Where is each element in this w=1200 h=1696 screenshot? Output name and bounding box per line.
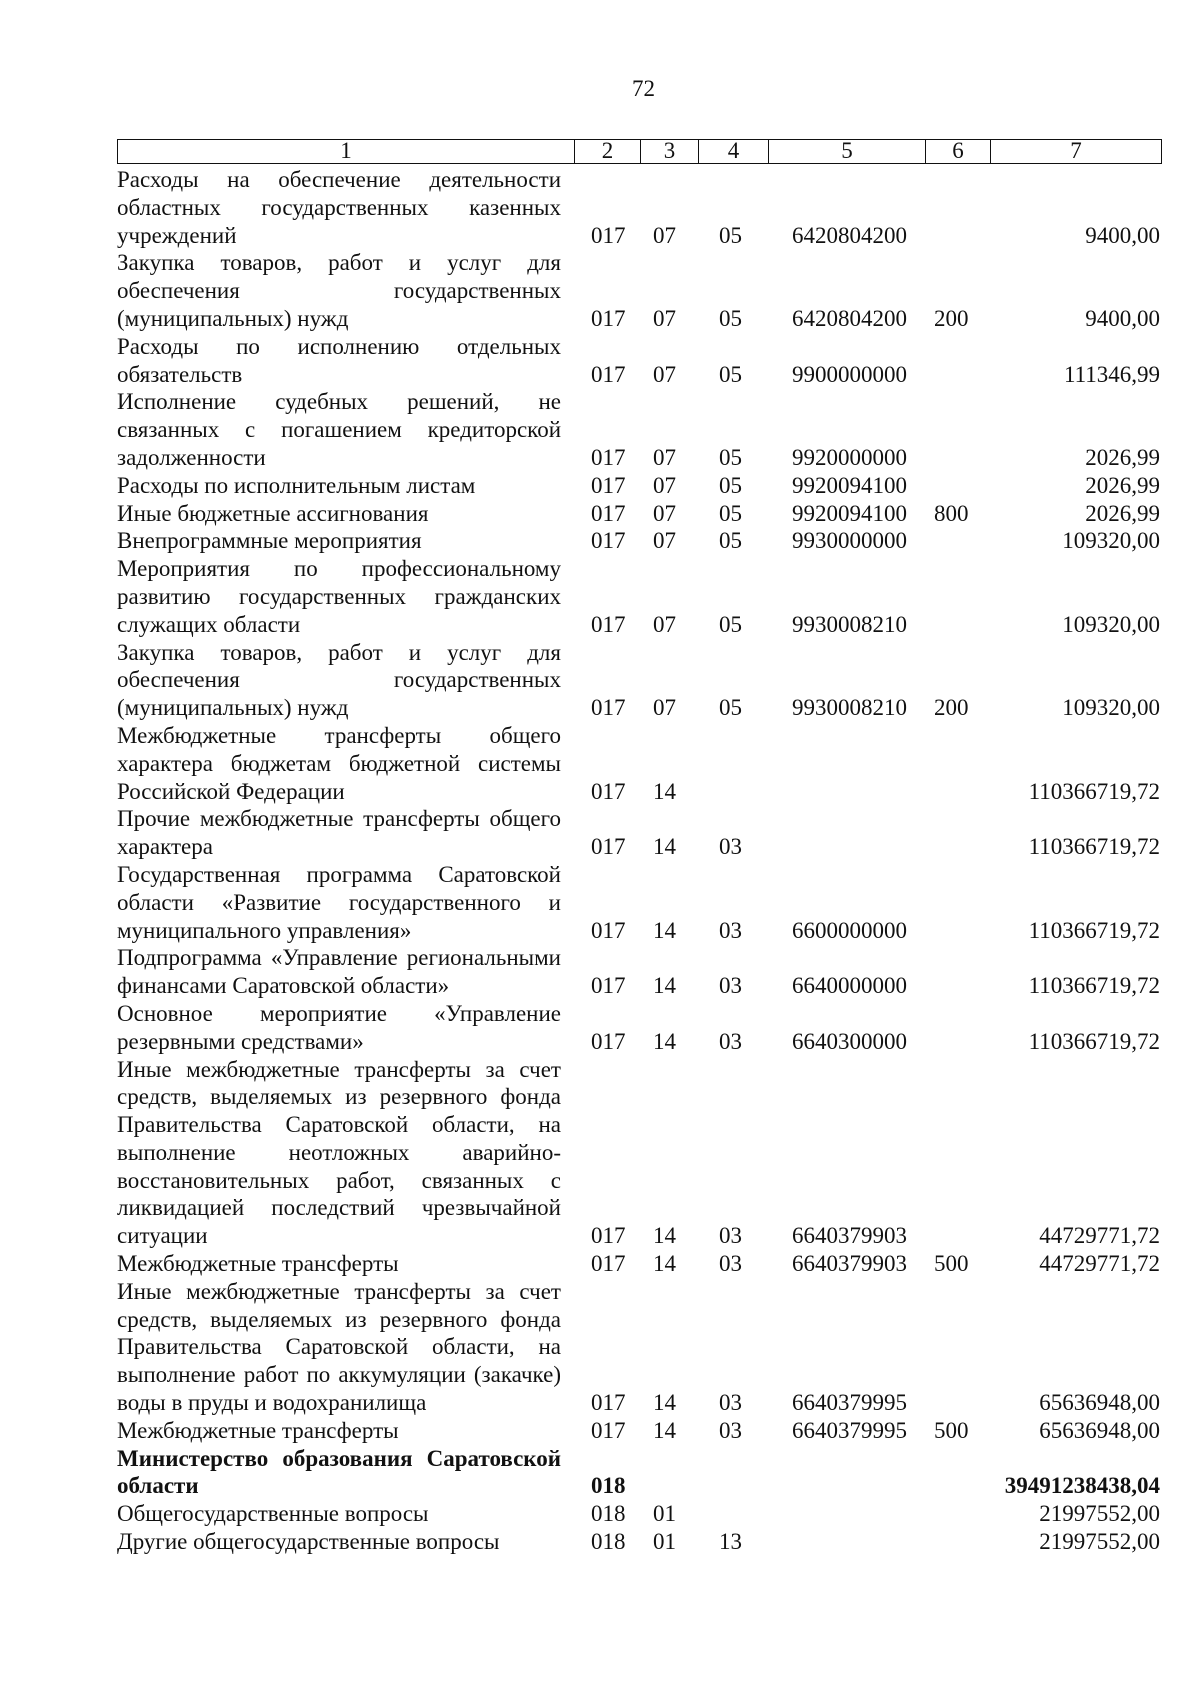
- col-2: 017: [591, 528, 626, 554]
- col-2: 017: [591, 361, 626, 387]
- col-7: 109320,00: [1062, 611, 1160, 637]
- col-5: 9900000000: [792, 361, 907, 387]
- table-row: [117, 472, 1160, 500]
- col-4: 03: [719, 917, 742, 943]
- col-7: 9400,00: [1085, 222, 1160, 248]
- row-name: Другие общегосударственные вопросы: [117, 1529, 500, 1555]
- col-4: 05: [719, 305, 742, 331]
- col-4: 05: [719, 472, 742, 498]
- col-7: 21997552,00: [1039, 1501, 1160, 1527]
- col-5: 6640300000: [792, 1028, 907, 1054]
- row-name: Основное мероприятие «Управление резервными средствами»: [117, 1000, 561, 1054]
- header-col-2: 2: [574, 140, 640, 163]
- row-name: Межбюджетные трансферты общего характера бюджетам бюджетной системы Российской Федерации: [117, 722, 561, 804]
- col-3: 14: [653, 1223, 676, 1249]
- col-5: 6640379995: [792, 1390, 907, 1416]
- table-row: [117, 500, 1160, 528]
- col-4: 05: [719, 500, 742, 526]
- col-3: 14: [653, 778, 676, 804]
- col-7: 44729771,72: [1039, 1223, 1160, 1249]
- col-2: 018: [591, 1529, 626, 1555]
- col-7: 110366719,72: [1028, 834, 1160, 860]
- col-7: 109320,00: [1062, 528, 1160, 554]
- col-2: 017: [591, 973, 626, 999]
- header-col-3: 3: [640, 140, 698, 163]
- table-row: [117, 805, 1160, 861]
- header-col-7: 7: [990, 140, 1161, 163]
- row-name: Исполнение судебных решений, не связанных с погашением кредиторской задолженности: [117, 389, 561, 470]
- col-5: 9920094100: [792, 472, 907, 498]
- col-5: 6640379903: [792, 1223, 907, 1249]
- col-4: 03: [719, 834, 742, 860]
- col-3: 07: [653, 611, 676, 637]
- col-2: 017: [591, 1028, 626, 1054]
- col-3: 14: [653, 917, 676, 943]
- col-3: 07: [653, 361, 676, 387]
- table-row: [117, 944, 1160, 1000]
- col-3: 07: [653, 305, 676, 331]
- row-name: Государственная программа Саратовской области «Развитие государственного и муниципального управления»: [117, 861, 561, 943]
- col-2: 017: [591, 500, 626, 526]
- col-3: 07: [653, 444, 676, 470]
- table-row: [117, 555, 1160, 638]
- col-2: 017: [591, 834, 626, 860]
- col-5: 6640379995: [792, 1417, 907, 1443]
- table-row: [117, 1250, 1160, 1278]
- col-5: 6420804200: [792, 222, 907, 248]
- row-name: Расходы по исполнению отдельных обязательств: [117, 333, 561, 387]
- header-col-1: 1: [340, 138, 352, 163]
- col-7: 111346,99: [1063, 361, 1160, 387]
- col-2: 017: [591, 917, 626, 943]
- col-4: 05: [719, 611, 742, 637]
- page-number: 72: [632, 76, 655, 101]
- table-row: [117, 249, 1160, 332]
- header-col-5: 5: [768, 140, 925, 163]
- table-row: [117, 722, 1160, 805]
- col-7: 65636948,00: [1039, 1390, 1160, 1416]
- row-name: Иные бюджетные ассигнования: [117, 500, 429, 526]
- col-2: 017: [591, 444, 626, 470]
- col-3: 07: [653, 472, 676, 498]
- col-5: 9920000000: [792, 444, 907, 470]
- row-name: Мероприятия по профессиональному развитию государственных гражданских служащих области: [117, 556, 561, 637]
- col-5: 6640000000: [792, 973, 907, 999]
- col-7: 110366719,72: [1028, 917, 1160, 943]
- col-7: 110366719,72: [1028, 1028, 1160, 1054]
- col-5: 6640379903: [792, 1251, 907, 1277]
- col-2: 017: [591, 1390, 626, 1416]
- row-name: Межбюджетные трансферты: [117, 1417, 399, 1443]
- table-row: [117, 861, 1160, 944]
- col-2: 017: [591, 611, 626, 637]
- table-body: [117, 166, 1160, 1556]
- col-5: 9930000000: [792, 528, 907, 554]
- table-row: [117, 1056, 1160, 1251]
- table-row: [117, 1278, 1160, 1417]
- col-3: 07: [653, 528, 676, 554]
- col-4: 13: [719, 1529, 742, 1555]
- col-4: 03: [719, 1417, 742, 1443]
- row-name: Внепрограммные мероприятия: [117, 528, 422, 554]
- col-7: 39491238438,04: [1004, 1473, 1160, 1499]
- col-4: 03: [719, 973, 742, 999]
- col-4: 05: [719, 695, 742, 721]
- col-3: 07: [653, 695, 676, 721]
- row-name: Прочие межбюджетные трансферты общего характера: [117, 806, 561, 860]
- row-name: Подпрограмма «Управление региональными финансами Саратовской области»: [117, 945, 561, 999]
- table-row: [117, 527, 1160, 555]
- col-5: 9930008210: [792, 695, 907, 721]
- table-row: [117, 1417, 1160, 1445]
- col-7: 9400,00: [1085, 305, 1160, 331]
- row-name: Закупка товаров, работ и услуг для обеспечения государственных (муниципальных) нужд: [117, 250, 561, 331]
- header-col-4: 4: [698, 140, 768, 163]
- col-7: 44729771,72: [1039, 1251, 1160, 1277]
- row-name: Расходы по исполнительным листам: [117, 472, 476, 498]
- col-6: 200: [934, 695, 969, 721]
- row-name: Закупка товаров, работ и услуг для обеспечения государственных (муниципальных) нужд: [117, 639, 561, 721]
- col-7: 2026,99: [1085, 444, 1160, 470]
- col-2: 017: [591, 778, 626, 804]
- col-3: 14: [653, 973, 676, 999]
- col-3: 14: [653, 1417, 676, 1443]
- row-name: Межбюджетные трансферты: [117, 1251, 399, 1277]
- col-4: 03: [719, 1390, 742, 1416]
- col-6: 500: [934, 1251, 969, 1277]
- col-2: 017: [591, 472, 626, 498]
- row-name: Иные межбюджетные трансферты за счет средств, выделяемых из резервного фонда Правительства Саратовской области, на выполнение неотложных аварийно-восстановительных работ, связанных с ликвидацией последствий чрезвычайной ситуации: [117, 1056, 561, 1249]
- col-3: 01: [653, 1501, 676, 1527]
- row-name: Министерство образования Саратовской области: [117, 1445, 561, 1499]
- row-name: Общегосударственные вопросы: [117, 1501, 429, 1527]
- table-row: [117, 1500, 1160, 1528]
- col-3: 14: [653, 1390, 676, 1416]
- row-name: Иные межбюджетные трансферты за счет средств, выделяемых из резервного фонда Правительства Саратовской области, на выполнение работ по аккумуляции (закачке) воды в пруды и водохранилища: [117, 1278, 561, 1416]
- col-3: 14: [653, 1251, 676, 1277]
- col-2: 017: [591, 1251, 626, 1277]
- col-5: 9930008210: [792, 611, 907, 637]
- col-6: 800: [934, 500, 969, 526]
- col-3: 07: [653, 500, 676, 526]
- col-2: 018: [591, 1501, 626, 1527]
- col-5: 6600000000: [792, 917, 907, 943]
- col-6: 200: [934, 305, 969, 331]
- col-4: 03: [719, 1223, 742, 1249]
- col-4: 05: [719, 444, 742, 470]
- col-4: 05: [719, 528, 742, 554]
- col-7: 109320,00: [1062, 695, 1160, 721]
- row-name: Расходы на обеспечение деятельности областных государственных казенных учреждений: [117, 167, 561, 248]
- col-4: 05: [719, 361, 742, 387]
- col-2: 018: [591, 1473, 626, 1499]
- table-row: [117, 333, 1160, 389]
- col-2: 017: [591, 1417, 626, 1443]
- col-7: 110366719,72: [1028, 778, 1160, 804]
- col-6: 500: [934, 1417, 969, 1443]
- col-7: 21997552,00: [1039, 1529, 1160, 1555]
- col-5: 6420804200: [792, 305, 907, 331]
- table-row: [117, 1528, 1160, 1556]
- col-2: 017: [591, 1223, 626, 1249]
- col-2: 017: [591, 222, 626, 248]
- header-col-6: 6: [925, 140, 990, 163]
- col-7: 2026,99: [1085, 472, 1160, 498]
- table-row: [117, 1000, 1160, 1056]
- table-row: [117, 639, 1160, 722]
- col-4: 05: [719, 222, 742, 248]
- col-3: 07: [653, 222, 676, 248]
- table-header: [117, 139, 1162, 164]
- col-7: 65636948,00: [1039, 1417, 1160, 1443]
- col-2: 017: [591, 305, 626, 331]
- col-7: 110366719,72: [1028, 973, 1160, 999]
- col-3: 14: [653, 1028, 676, 1054]
- table-row: [117, 1445, 1160, 1501]
- col-4: 03: [719, 1251, 742, 1277]
- col-7: 2026,99: [1085, 500, 1160, 526]
- col-2: 017: [591, 695, 626, 721]
- table-row: [117, 388, 1160, 471]
- col-5: 9920094100: [792, 500, 907, 526]
- col-4: 03: [719, 1028, 742, 1054]
- col-3: 14: [653, 834, 676, 860]
- table-row: [117, 166, 1160, 249]
- col-3: 01: [653, 1529, 676, 1555]
